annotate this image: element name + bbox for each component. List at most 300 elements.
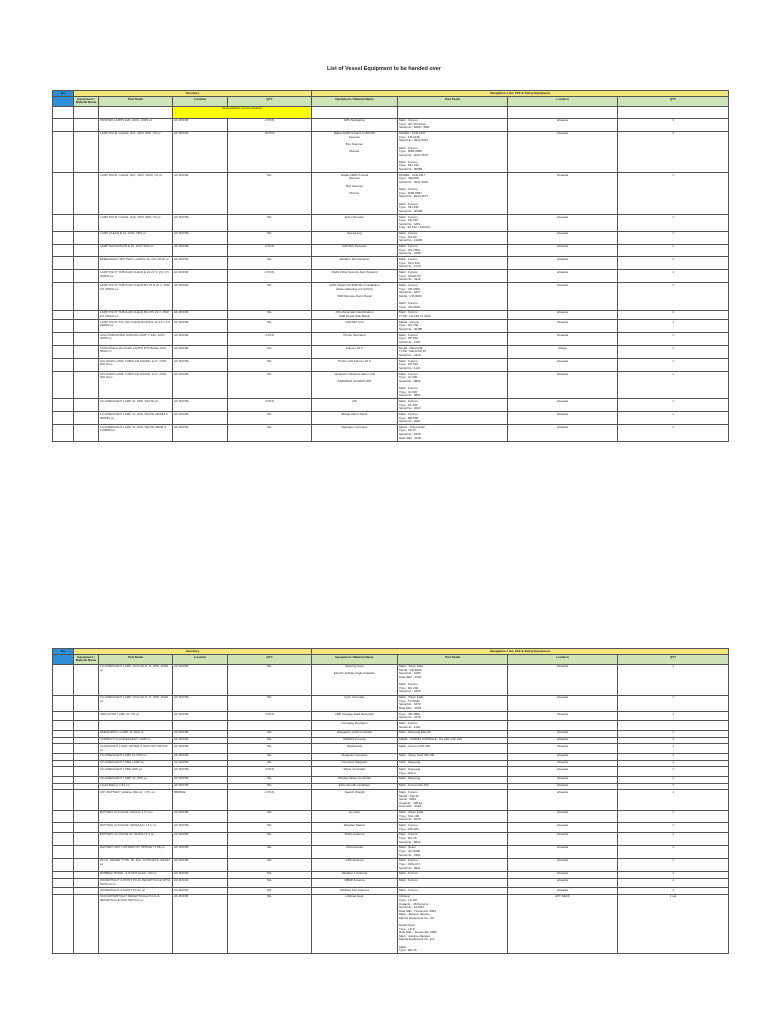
right-equipment-cell: GPS Navigation bbox=[312, 118, 398, 131]
right-qty-cell: 1 bbox=[618, 887, 729, 894]
right-qty-cell: 1 bbox=[618, 231, 729, 244]
qty-cell: NIL bbox=[228, 894, 312, 954]
right-equipment-cell: Wiper Controller bbox=[312, 767, 398, 776]
note-blank-det bbox=[398, 106, 508, 118]
location-cell: BRIDGE bbox=[173, 790, 228, 810]
inventory-group-header: Inventory bbox=[74, 91, 312, 97]
header-row-columns bbox=[53, 655, 729, 664]
part-detail-cell: LAMP PILOT TUBULAR CLEAR BA 15S 24 V, 25W, 0.5 230MA pc bbox=[99, 310, 173, 319]
location-cell: AC ROOM bbox=[173, 878, 228, 887]
equipment-name-cell bbox=[74, 744, 99, 753]
equipment-name-cell bbox=[74, 283, 99, 310]
location-cell: AC ROOM bbox=[173, 231, 228, 244]
right-qty-cell: 1 bbox=[618, 845, 729, 858]
table-row bbox=[53, 790, 729, 810]
equipment-name-cell bbox=[74, 333, 99, 346]
right-equipment-cell: Weather Station bbox=[312, 823, 398, 832]
location-cell bbox=[173, 721, 228, 730]
right-equipment-cell: SSAS (Ship Security Alert System) bbox=[312, 270, 398, 283]
qty-cell: NIL bbox=[228, 283, 312, 310]
right-qty-cell: 1 bbox=[618, 823, 729, 832]
right-location-cell: wheelsa bbox=[508, 878, 618, 887]
table-row bbox=[53, 767, 729, 776]
right-equipment-cell: GPS Antenna bbox=[312, 858, 398, 871]
row-number-cell bbox=[53, 359, 74, 372]
col-no-header: No bbox=[53, 91, 74, 97]
right-part-detail-cell: Mark : Daeyang Electric bbox=[398, 730, 508, 737]
right-qty-cell: 1 bbox=[618, 399, 729, 412]
right-qty-cell: 1 bbox=[618, 372, 729, 399]
location-cell: AC ROOM bbox=[173, 783, 228, 790]
right-location-cell: wheelsa bbox=[508, 257, 618, 270]
table-row bbox=[53, 270, 729, 283]
equipment-name-cell bbox=[74, 257, 99, 270]
note-text-cell: Vessel Model, Communication bbox=[173, 106, 312, 118]
right-part-detail-cell: Mark : Furuno Type : IC-305 Serial No.: 5890 Mark : Furuno Type : IC-306 Serial No.: 5891 bbox=[398, 372, 508, 399]
right-location-cell: wheelsa bbox=[508, 695, 618, 712]
equipment-name-cell bbox=[74, 320, 99, 333]
right-part-detail-cell: Mark : Furuno Type : GP-150 Dual Serial No.: 8456 / 4561 bbox=[398, 118, 508, 131]
table-row bbox=[53, 359, 729, 372]
right-part-detail-cell: Type : VR-3000 Serial No.: 4478 bbox=[398, 712, 508, 721]
right-location-cell: wheelsa bbox=[508, 753, 618, 760]
right-location-cell: wheelsa bbox=[508, 776, 618, 783]
row-number-cell bbox=[53, 412, 74, 425]
location-cell: AC ROOM bbox=[173, 730, 228, 737]
col-no-subheader bbox=[53, 655, 74, 664]
row-number-cell bbox=[53, 310, 74, 319]
row-number-cell bbox=[53, 894, 74, 954]
right-part-detail-cell: Mark : Furuno Type : PP-510 Serial No.: 1120 bbox=[398, 333, 508, 346]
right-location-cell: wheelsa bbox=[508, 399, 618, 412]
row-number-cell bbox=[53, 118, 74, 131]
note-blank-no bbox=[53, 106, 74, 118]
part-detail-cell: FLUORESCENT LAMP, FL 18W, WHITE pc bbox=[99, 399, 173, 412]
right-part-detail-cell: Mark : Furuno Type : FE-700 Serial No.: 4451 Freq : 50 Khz / 200 Khz bbox=[398, 214, 508, 231]
row-number-cell bbox=[53, 712, 74, 721]
table-row bbox=[53, 310, 729, 319]
part-detail-cell: LAMP PILOT TUBULAR CLEAR E 10 24 V, 1W, 0.5 230MA pc bbox=[99, 270, 173, 283]
right-part-detail-cell: Model : FELCOM TYPE : FELCOM 15 Serial No.: 4420 bbox=[398, 346, 508, 359]
right-part-detail-cell: MODEL : FAR-2117 Type : XN20AF Serial No.: 4021 5022 Mark : Furuno Type : RSB-0097 Serial No.: 2024 4577 Mark : Furuno Type : MU-190 Serial No.: 00590 bbox=[398, 173, 508, 215]
right-qty-cell: 1 bbox=[618, 858, 729, 871]
location-cell: AC ROOM bbox=[173, 823, 228, 832]
table-row bbox=[53, 214, 729, 231]
equipment-name-cell bbox=[74, 832, 99, 845]
qty-cell: 4 PCS bbox=[228, 333, 312, 346]
right-location-cell: wheelsa bbox=[508, 214, 618, 231]
equipment-name-cell bbox=[74, 823, 99, 832]
part-detail-cell: LAMP PILOT TUBULAR CLEAR BA 15 D 24 V, 25W, 0.5 230MA pc bbox=[99, 283, 173, 310]
table-row bbox=[53, 372, 729, 399]
row-number-cell bbox=[53, 664, 74, 695]
table-row bbox=[53, 118, 729, 131]
col-right-equipment-header: Equipment / Material Name bbox=[312, 97, 398, 106]
table-row bbox=[53, 783, 729, 790]
location-cell: AC ROOM bbox=[173, 244, 228, 257]
right-location-cell: wheelsa bbox=[508, 231, 618, 244]
part-detail-cell: INDICATOR LAMP, FL 7W pc bbox=[99, 712, 173, 721]
qty-cell: 2 PCS bbox=[228, 244, 312, 257]
right-equipment-cell: Navigation Light Controller bbox=[312, 730, 398, 737]
location-cell: AC ROOM bbox=[173, 894, 228, 954]
part-detail-cell: FLUORESCENT LAMP, DAYLIGHT, FL 20W, 2FEE pc bbox=[99, 664, 173, 695]
note-blank-qty2 bbox=[618, 106, 729, 118]
right-location-cell: wheelsa bbox=[508, 737, 618, 744]
right-location-cell: wheelsa bbox=[508, 783, 618, 790]
location-cell: AC ROOM bbox=[173, 399, 228, 412]
equipment-name-cell bbox=[74, 760, 99, 767]
col-equipment-name-header: Equipment / Material Name bbox=[74, 655, 99, 664]
location-cell: AC ROOM bbox=[173, 346, 228, 359]
right-part-detail-cell: Mark : Tokyo Keiki Type : TG-8000 Serial No.: 4472 Date Man : 2004 bbox=[398, 695, 508, 712]
location-cell: AC ROOM bbox=[173, 744, 228, 753]
row-number-cell bbox=[53, 832, 74, 845]
equipment-name-cell bbox=[74, 790, 99, 810]
row-number-cell bbox=[53, 283, 74, 310]
equipment-name-cell bbox=[74, 721, 99, 730]
col-no-header: No bbox=[53, 649, 74, 655]
equipment-name-cell bbox=[74, 270, 99, 283]
right-equipment-cell: NBDP Antenna bbox=[312, 878, 398, 887]
qty-cell: NIL bbox=[228, 832, 312, 845]
right-qty-cell: 1 bbox=[618, 878, 729, 887]
equipment-name-cell bbox=[74, 871, 99, 878]
right-qty-cell: 1 bbox=[618, 359, 729, 372]
right-location-cell: wheelsa bbox=[508, 730, 618, 737]
part-detail-cell: FLUORESCENT LAMP FL 20W pc bbox=[99, 753, 173, 760]
location-cell: AC ROOM bbox=[173, 333, 228, 346]
part-detail-cell: COMPACT FLUORESCENT LAMP pc bbox=[99, 737, 173, 744]
right-qty-cell: 1 bbox=[618, 333, 729, 346]
table-row bbox=[53, 721, 729, 730]
part-detail-cell: FLUORESCENT TUBE LAMP pc bbox=[99, 760, 173, 767]
right-equipment-cell: Gyro Compass bbox=[312, 695, 398, 712]
right-part-detail-cell: Mark : Daeyang Type : WC-2 bbox=[398, 767, 508, 776]
right-location-cell: wheelsa bbox=[508, 845, 618, 858]
right-qty-cell: 1 bbox=[618, 744, 729, 753]
right-equipment-cell: Weather Fax Receiver bbox=[312, 257, 398, 270]
right-part-detail-cell: Mark : Furuno Type : DS-80 Serial No.: 21005 bbox=[398, 231, 508, 244]
right-location-cell: wheelsa bbox=[508, 372, 618, 399]
right-location-cell: wheelsa bbox=[508, 320, 618, 333]
right-equipment-cell: AIS bbox=[312, 399, 398, 412]
part-detail-cell: FLUORESCENT TUBE 40W pc bbox=[99, 767, 173, 776]
right-part-detail-cell: MODEL : FAR-2127 Type : FR-2135 Serial No.: 4021 5021 Mark : Furuno Type : RSB-0096 Serial No.: 2024 4576 Mark : Furuno Type : MU-190 Serial No.: 00589 bbox=[398, 131, 508, 173]
qty-cell: NIL bbox=[228, 823, 312, 832]
qty-cell: NIL bbox=[228, 310, 312, 319]
qty-cell bbox=[228, 721, 312, 730]
right-equipment-cell: Compass Deviation bbox=[312, 721, 398, 730]
equipment-name-cell bbox=[74, 894, 99, 954]
right-location-cell: wheelsa bbox=[508, 118, 618, 131]
location-cell: AC ROOM bbox=[173, 858, 228, 871]
right-qty-cell: 1 bbox=[618, 173, 729, 215]
location-cell: AC ROOM bbox=[173, 270, 228, 283]
right-part-detail-cell: Mark : Tokyo Keiki Type : ICH-100 Serial No.: 6678 bbox=[398, 810, 508, 823]
right-qty-cell: 1 bbox=[618, 776, 729, 783]
col-right-location-header: Location bbox=[508, 655, 618, 664]
location-cell: AC ROOM bbox=[173, 845, 228, 858]
location-cell: AC ROOM bbox=[173, 887, 228, 894]
equipment-name-cell bbox=[74, 810, 99, 823]
row-number-cell bbox=[53, 346, 74, 359]
right-location-cell: wheelsa bbox=[508, 744, 618, 753]
right-part-detail-cell: Mark : Seiko Type : QC-5000 Serial No.: 3301 bbox=[398, 845, 508, 858]
row-number-cell bbox=[53, 320, 74, 333]
location-cell: AC ROOM bbox=[173, 320, 228, 333]
equipment-name-cell bbox=[74, 753, 99, 760]
qty-cell: 10 PCS bbox=[228, 131, 312, 173]
qty-cell: 3 PCS bbox=[228, 399, 312, 412]
right-equipment-cell: Radio Antenna bbox=[312, 832, 398, 845]
table-row bbox=[53, 810, 729, 823]
right-equipment-cell: VDR (Voyage Data Recorder) bbox=[312, 712, 398, 721]
qty-cell: 2 PCS bbox=[228, 270, 312, 283]
right-equipment-cell: Steering Gear Electric Rudder Angle Indicator bbox=[312, 664, 398, 695]
table-row bbox=[53, 131, 729, 173]
right-qty-cell: 1 bbox=[618, 712, 729, 721]
right-part-detail-cell: Mark : Furuno bbox=[398, 871, 508, 878]
equipment-name-cell bbox=[74, 767, 99, 776]
right-equipment-cell: Repeater Compass bbox=[312, 425, 398, 442]
right-equipment-cell: Printer Sat Navd bbox=[312, 333, 398, 346]
part-detail-cell: PLUG, WATER TYPE, 3P, 16A, SYNTHETIC RESIN pc bbox=[99, 858, 173, 871]
location-cell: AC ROOM bbox=[173, 257, 228, 270]
qty-cell: NIL bbox=[228, 845, 312, 858]
qty-cell: NIL bbox=[228, 214, 312, 231]
table-row bbox=[53, 346, 729, 359]
right-location-cell: wheelsa bbox=[508, 131, 618, 173]
right-equipment-cell: NAVTEX Unit bbox=[312, 320, 398, 333]
row-number-cell bbox=[53, 257, 74, 270]
row-number-cell bbox=[53, 744, 74, 753]
right-qty-cell: 1 bbox=[618, 257, 729, 270]
part-detail-cell: HALOGEN LAMP, TUBULAR SHAPE, E 27, 220V, 500 W pc bbox=[99, 359, 173, 372]
table-row bbox=[53, 878, 729, 887]
right-qty-cell: 1 bbox=[618, 131, 729, 173]
right-qty-cell: 1 bbox=[618, 320, 729, 333]
part-detail-cell: DRY BATTERY, alkaline (Mono), 1.5V, pc bbox=[99, 790, 173, 810]
right-part-detail-cell: Mark : Furuno Type : NX-700A Serial No.: 3155 bbox=[398, 244, 508, 257]
table-row bbox=[53, 845, 729, 858]
part-detail-cell: LAMP BULB, CLEAR, E27, 220V 100W, VS pc bbox=[99, 173, 173, 215]
col-qty-header: QTY bbox=[228, 655, 312, 664]
table-1-note-row bbox=[53, 106, 729, 118]
note-blank-desc bbox=[74, 106, 99, 118]
right-part-detail-cell: Mark : Furuno Type : GPA-017 Serial No.: 9901 bbox=[398, 858, 508, 871]
right-part-detail-cell: Mark : Furuno bbox=[398, 887, 508, 894]
right-equipment-cell: Felcom 15 C bbox=[312, 346, 398, 359]
qty-cell: NIL bbox=[228, 878, 312, 887]
qty-cell: NIL bbox=[228, 257, 312, 270]
location-cell: AC ROOM bbox=[173, 753, 228, 760]
row-number-cell bbox=[53, 730, 74, 737]
right-location-cell: wheelsa bbox=[508, 244, 618, 257]
right-equipment-cell: Radar ARPA X-band Scanner Box Scanner Monitor bbox=[312, 173, 398, 215]
table-row bbox=[53, 712, 729, 721]
row-number-cell bbox=[53, 776, 74, 783]
location-cell: AC ROOM bbox=[173, 664, 228, 695]
qty-cell: NIL bbox=[228, 730, 312, 737]
right-equipment-cell: Search Weight bbox=[312, 790, 398, 810]
right-part-detail-cell: Mark : Furuno Serial No.: 1122 bbox=[398, 721, 508, 730]
equipment-name-cell bbox=[74, 425, 99, 442]
right-location-cell: wheelsa bbox=[508, 283, 618, 310]
right-qty-cell: 1 bbox=[618, 730, 729, 737]
table-row bbox=[53, 760, 729, 767]
right-location-cell: wheelsa bbox=[508, 664, 618, 695]
right-equipment-cell: Chronometer bbox=[312, 845, 398, 858]
qty-cell: NIL bbox=[228, 695, 312, 712]
row-number-cell bbox=[53, 878, 74, 887]
navigation-group-header: Navigation, LSA, FFE & Safety Equipment bbox=[312, 91, 729, 97]
table-row bbox=[53, 333, 729, 346]
part-detail-cell: NON-WATERTIGHT RECEPTACLE PLUG & RECEPTACLE AND SWITCH pc bbox=[99, 894, 173, 954]
location-cell: AC ROOM bbox=[173, 832, 228, 845]
right-equipment-cell: Weatherfax bbox=[312, 744, 398, 753]
right-qty-cell: 1 bbox=[618, 244, 729, 257]
location-cell: AC ROOM bbox=[173, 131, 228, 173]
col-right-location-header: Location bbox=[508, 97, 618, 106]
right-part-detail-cell: Model : Furuno Type : NX-700 Serial No.: 40185 bbox=[398, 320, 508, 333]
equipment-name-cell bbox=[74, 878, 99, 887]
qty-cell: NIL bbox=[228, 783, 312, 790]
right-part-detail-cell: Mark : Furuno Model : SW-10 Serial : 4450 Capacity : 400 kg Date Man : 2004 bbox=[398, 790, 508, 810]
right-qty-cell: 1 bbox=[618, 310, 729, 319]
equipment-name-cell bbox=[74, 359, 99, 372]
equipment-name-cell bbox=[74, 737, 99, 744]
part-detail-cell: Liquid Battery 1.5V pc bbox=[99, 783, 173, 790]
right-location-cell: wheelsa bbox=[508, 270, 618, 283]
part-detail-cell: HIGH PRESSURE SODIUM LAMP T, E40, 220V, 400W pc bbox=[99, 333, 173, 346]
equipment-name-cell bbox=[74, 695, 99, 712]
equipment-name-cell bbox=[74, 214, 99, 231]
row-number-cell bbox=[53, 887, 74, 894]
right-part-detail-cell: Mark : Daeyang bbox=[398, 776, 508, 783]
equipment-name-cell bbox=[74, 346, 99, 359]
qty-cell: NIL bbox=[228, 173, 312, 215]
part-detail-cell: PRINTER LAMPS E26, 220V, 100W pc bbox=[99, 118, 173, 131]
equipment-name-cell bbox=[74, 310, 99, 319]
location-cell: AC ROOM bbox=[173, 776, 228, 783]
equipment-name-cell bbox=[74, 730, 99, 737]
qty-cell: NIL bbox=[228, 776, 312, 783]
table-row bbox=[53, 231, 729, 244]
qty-cell: NIL bbox=[228, 320, 312, 333]
part-detail-cell: TUNGSTEN HALOGEN LAMPS R7S BASE 220V, 500W pc bbox=[99, 346, 173, 359]
right-location-cell: wheelsa bbox=[508, 767, 618, 776]
row-number-cell bbox=[53, 810, 74, 823]
navigation-group-header: Navigation, LSA, FFE & Safety Equipment bbox=[312, 649, 729, 655]
table-row bbox=[53, 664, 729, 695]
part-detail-cell bbox=[99, 721, 173, 730]
location-cell: AC ROOM bbox=[173, 359, 228, 372]
right-location-cell: wheelsa bbox=[508, 790, 618, 810]
row-number-cell bbox=[53, 737, 74, 744]
row-number-cell bbox=[53, 767, 74, 776]
right-equipment-cell: Echo Sounder bbox=[312, 214, 398, 231]
col-part-detail-header: Part Detail bbox=[99, 97, 173, 106]
note-blank-loc2 bbox=[508, 106, 618, 118]
row-number-cell bbox=[53, 871, 74, 878]
qty-cell: 2 PCS bbox=[228, 790, 312, 810]
right-equipment-cell: Ice Horn bbox=[312, 810, 398, 823]
row-number-cell bbox=[53, 131, 74, 173]
right-location-cell: bridge bbox=[508, 346, 618, 359]
part-detail-cell: RUBBER TOWEL, 3-POINT ELEC. HW pc bbox=[99, 871, 173, 878]
right-qty-cell: 1 bbox=[618, 790, 729, 810]
right-part-detail-cell: Mark : Tokyo Keiki Model : PR-6000 Serial No.: 1080 Date Man : 2004 Mark : Furuno Type : RA-200 Serial No.: 3320 bbox=[398, 664, 508, 695]
table-row bbox=[53, 871, 729, 878]
part-detail-cell: BATTERY ALKALINE LR03(AAA) 1.5 V pc bbox=[99, 823, 173, 832]
col-right-qty-header: QTY bbox=[618, 97, 729, 106]
table-row bbox=[53, 730, 729, 737]
table-row bbox=[53, 894, 729, 954]
part-detail-cell: FLUORESCENT LAMP, FL 40W, WHITE 38MM S 1198MM pc bbox=[99, 425, 173, 442]
right-location-cell: AFT DECK bbox=[508, 894, 618, 954]
row-number-cell bbox=[53, 214, 74, 231]
location-cell: AC ROOM bbox=[173, 214, 228, 231]
part-detail-cell: WATERTIGHT 3-POINT PLUG RECEPTACLE WITH SWITCH pc bbox=[99, 878, 173, 887]
table-row bbox=[53, 412, 729, 425]
table-1-body bbox=[53, 91, 729, 442]
right-qty-cell: 1 bbox=[618, 425, 729, 442]
right-equipment-cell: Weather Fax Antenna bbox=[312, 887, 398, 894]
right-equipment-cell: Speed Log bbox=[312, 231, 398, 244]
equipment-name-cell bbox=[74, 776, 99, 783]
row-number-cell bbox=[53, 244, 74, 257]
qty-cell: 3 PCS bbox=[228, 712, 312, 721]
location-cell: AC ROOM bbox=[173, 372, 228, 399]
right-part-detail-cell: Mark : Furuno Type : FAX-410 Serial No.: 2710 bbox=[398, 257, 508, 270]
right-part-detail-cell: Mark : Furuno Type : RA-78 Serial No.: 8812 bbox=[398, 832, 508, 845]
location-cell: AC ROOM bbox=[173, 310, 228, 319]
right-part-detail-cell: Mark : Furuno FE-700 bbox=[398, 783, 508, 790]
table-row bbox=[53, 283, 729, 310]
right-part-detail-cell: Mark : Furuno Type : BR-500 Serial No.: 3301 bbox=[398, 412, 508, 425]
right-qty-cell: 1 bbox=[618, 871, 729, 878]
qty-cell: 2 PCS bbox=[228, 767, 312, 776]
part-detail-cell: LAMP PILOT 24V, 5W CLEAR BA15S E 10 24 V, 0.5 230MA pc bbox=[99, 320, 173, 333]
qty-cell: NIL bbox=[228, 372, 312, 399]
part-detail-cell: HALOGEN LAMP, TUBULAR SHAPE, E 27, 220V, 500 W pc bbox=[99, 372, 173, 399]
equipment-name-cell bbox=[74, 231, 99, 244]
row-number-cell bbox=[53, 372, 74, 399]
location-cell: AC ROOM bbox=[173, 712, 228, 721]
row-number-cell bbox=[53, 721, 74, 730]
equipment-name-cell bbox=[74, 712, 99, 721]
table-row bbox=[53, 858, 729, 871]
qty-cell: NIL bbox=[228, 760, 312, 767]
row-number-cell bbox=[53, 173, 74, 215]
part-detail-cell: EMERGENCY BATTERY LAMP E 40, 24V, 60 W pc bbox=[99, 257, 173, 270]
equipment-name-cell bbox=[74, 173, 99, 215]
location-cell: AC ROOM bbox=[173, 695, 228, 712]
location-cell: AC ROOM bbox=[173, 760, 228, 767]
qty-cell: NIL bbox=[228, 231, 312, 244]
part-detail-cell: LAMP BULB, CLEAR, E40, 220V 40W, VS pc bbox=[99, 214, 173, 231]
col-location-header: Location bbox=[173, 97, 228, 106]
right-qty-cell: 1 bbox=[618, 346, 729, 359]
right-qty-cell: 1 bbox=[618, 810, 729, 823]
right-qty-cell: 1 bbox=[618, 767, 729, 776]
right-part-detail-cell: Mark : Furuno TYPE : FA-150 / 2 3012 bbox=[398, 310, 508, 319]
equipment-name-cell bbox=[74, 372, 99, 399]
col-location-header: Location bbox=[173, 655, 228, 664]
part-detail-cell: FLUORESCENT LAMP, FL 20W, WHITE 220MM S 585MM pc bbox=[99, 412, 173, 425]
col-right-part-detail-header: Part Detail bbox=[398, 655, 508, 664]
